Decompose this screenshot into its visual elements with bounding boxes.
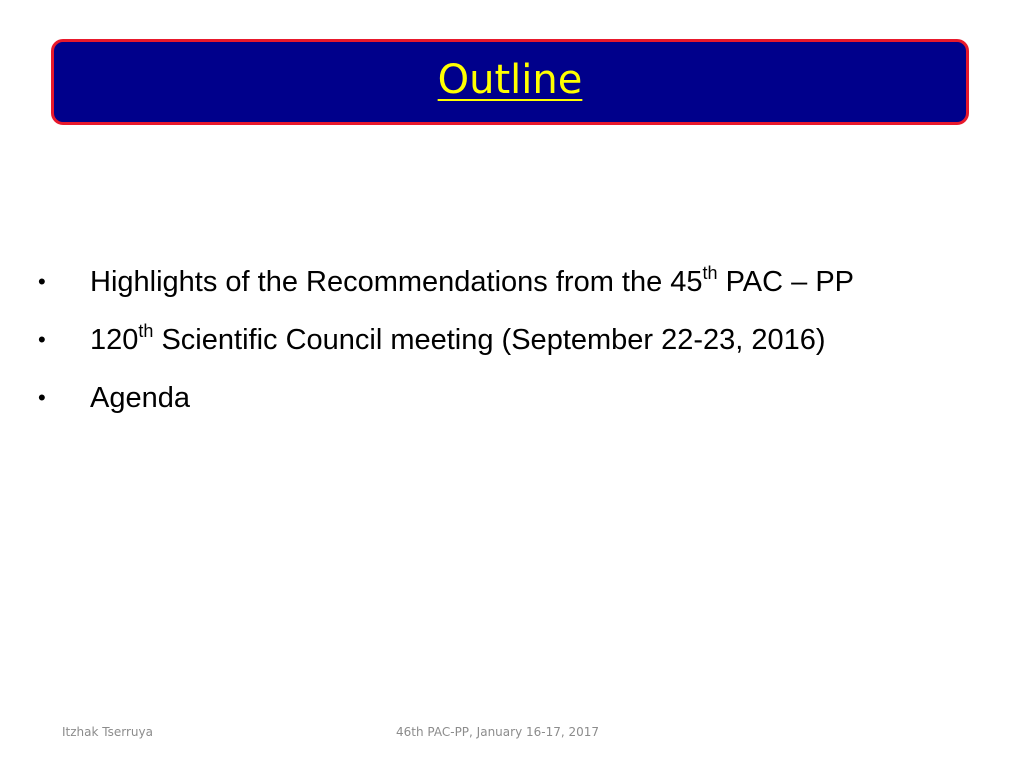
- ordinal-suffix: th: [138, 321, 154, 341]
- ordinal-suffix: th: [702, 263, 718, 283]
- bullet-icon: •: [38, 327, 46, 352]
- list-item: [38, 378, 1008, 436]
- bullet-text-main: Agenda: [90, 382, 190, 414]
- footer-author: Itzhak Tserruya: [62, 725, 153, 739]
- footer-event: 46th PAC-PP, January 16-17, 2017: [396, 725, 600, 739]
- bullet-text-rest: Scientific Council meeting (September 22-23, 2016): [153, 324, 826, 356]
- bullet-icon: •: [38, 385, 46, 410]
- bullet-text: [90, 320, 826, 360]
- list-item: [38, 262, 1008, 320]
- list-item: [38, 320, 1008, 378]
- bullet-text-main: Highlights of the Recommendations from the 45: [90, 266, 703, 298]
- bullet-icon: •: [38, 269, 46, 294]
- title-banner: [51, 39, 969, 125]
- bullet-list: [38, 262, 1008, 436]
- slide-title: Outline: [437, 57, 583, 103]
- bullet-text-rest: PAC – PP: [717, 266, 855, 298]
- bullet-text-main: 120: [90, 324, 139, 356]
- bullet-text: [90, 262, 854, 302]
- bullet-text: [90, 378, 190, 418]
